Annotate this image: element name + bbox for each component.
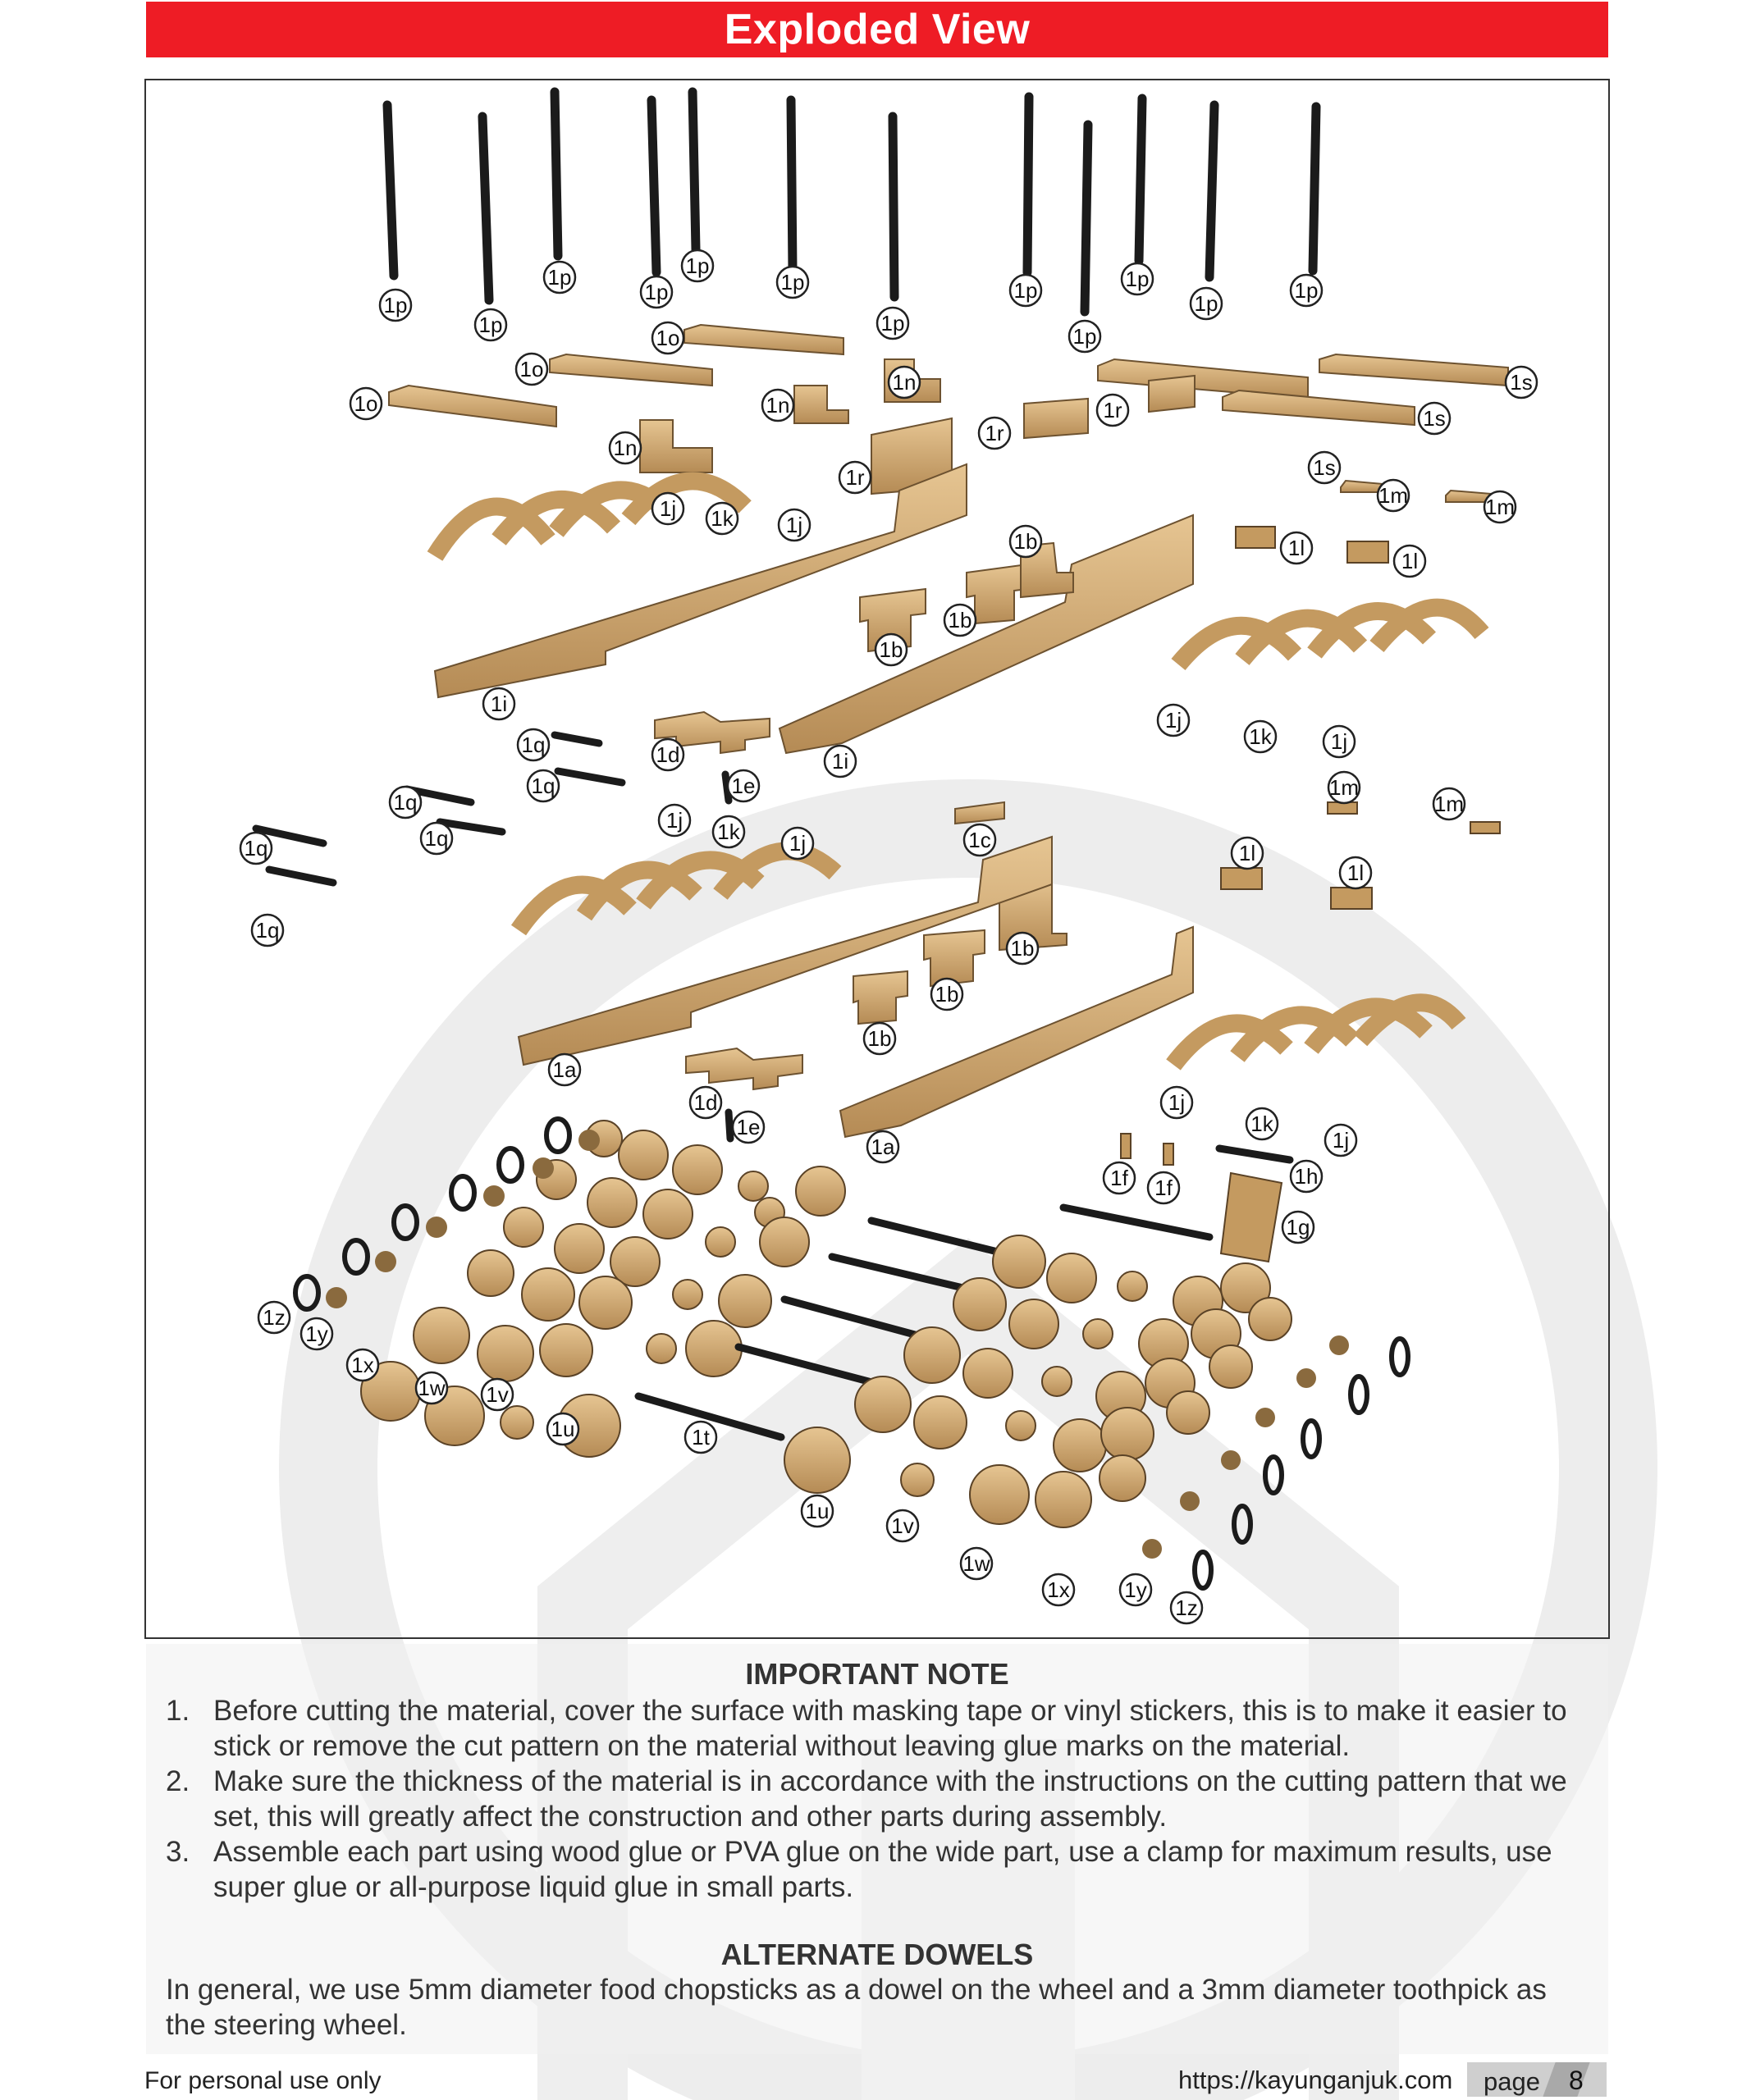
- part-label-1u-b: [802, 1495, 833, 1527]
- svg-text:1g: 1g: [1286, 1215, 1310, 1239]
- svg-text:1p: 1p: [383, 293, 408, 317]
- note-number: 1.: [166, 1695, 190, 1727]
- svg-text:1j: 1j: [1332, 1128, 1350, 1153]
- svg-text:1c: 1c: [968, 828, 991, 852]
- part-label-1l-c: [1232, 838, 1263, 869]
- important-note-list: [166, 1693, 1593, 1905]
- part-label-1i-a: [483, 688, 514, 719]
- svg-text:1l: 1l: [1287, 536, 1305, 560]
- svg-text:1k: 1k: [711, 506, 734, 531]
- part-label-1t: [685, 1422, 716, 1453]
- page-label: page: [1484, 2067, 1540, 2096]
- part-label-1d-b: [690, 1087, 721, 1118]
- clips-and-small-parts: [1121, 527, 1500, 1262]
- part-label-1e-b: [733, 1112, 764, 1143]
- svg-text:1b: 1b: [935, 982, 959, 1007]
- svg-text:1u: 1u: [551, 1417, 575, 1441]
- part-label-1a-a: [549, 1054, 580, 1085]
- svg-text:1q: 1q: [424, 826, 449, 851]
- part-label-1q-a: [518, 729, 549, 760]
- note-number: 3.: [166, 1836, 190, 1868]
- svg-text:1y: 1y: [1124, 1577, 1147, 1602]
- svg-text:1q: 1q: [531, 774, 555, 798]
- svg-text:1k: 1k: [1249, 724, 1272, 749]
- page-number: 8: [1569, 2066, 1584, 2095]
- svg-text:1o: 1o: [519, 357, 544, 381]
- svg-text:1f: 1f: [1110, 1166, 1128, 1190]
- svg-text:1p: 1p: [547, 265, 572, 290]
- alternate-dowels-text: In general, we use 5mm diameter food chopsticks as a dowel on the wheel and a 3mm diameter toothpick as the steering wheel.: [166, 1974, 1547, 2041]
- part-label-1p-i: [1069, 321, 1100, 352]
- part-label-1n-b: [762, 390, 793, 421]
- svg-text:1v: 1v: [486, 1382, 509, 1407]
- part-label-1q-c: [390, 787, 421, 818]
- svg-text:1m: 1m: [1484, 495, 1516, 519]
- footer-website-link[interactable]: https://kayunganjuk.com: [1178, 2066, 1453, 2094]
- note-number: 2.: [166, 1765, 190, 1797]
- part-label-1q-b: [528, 770, 559, 801]
- svg-text:1u: 1u: [805, 1499, 830, 1523]
- svg-text:1j: 1j: [1168, 1090, 1186, 1115]
- svg-text:1p: 1p: [1294, 278, 1319, 303]
- wheels-left: [361, 1121, 845, 1457]
- part-label-1p-f: [777, 267, 808, 298]
- part-label-1b-e: [931, 979, 962, 1010]
- svg-text:1y: 1y: [305, 1322, 328, 1346]
- part-label-1e-a: [728, 770, 759, 801]
- part-label-1r-a: [839, 462, 871, 493]
- svg-text:1d: 1d: [656, 742, 680, 767]
- svg-text:1m: 1m: [1378, 483, 1409, 508]
- part-label-1j-b: [779, 509, 810, 541]
- part-label-1j-f: [782, 828, 813, 859]
- part-label-1a-b: [867, 1131, 898, 1162]
- svg-text:1b: 1b: [1013, 529, 1038, 554]
- svg-text:1r: 1r: [985, 421, 1004, 445]
- part-label-1o-a: [350, 388, 382, 419]
- svg-text:1b: 1b: [879, 637, 903, 662]
- svg-text:1a: 1a: [871, 1134, 895, 1159]
- part-label-1m-b: [1484, 491, 1516, 523]
- part-label-1k-d: [1246, 1108, 1278, 1139]
- part-label-1i-b: [825, 746, 856, 777]
- svg-text:1o: 1o: [656, 326, 680, 350]
- svg-text:1k: 1k: [1250, 1112, 1273, 1136]
- part-label-1v-a: [482, 1379, 513, 1410]
- part-label-1z-a: [258, 1302, 290, 1333]
- svg-text:1q: 1q: [393, 790, 418, 815]
- svg-text:1j: 1j: [1330, 729, 1348, 754]
- part-label-1f-a: [1104, 1162, 1135, 1194]
- part-label-1g: [1282, 1212, 1314, 1243]
- svg-text:1d: 1d: [693, 1090, 718, 1115]
- svg-text:1e: 1e: [736, 1115, 761, 1139]
- svg-text:1s: 1s: [1510, 370, 1533, 395]
- part-label-1b-f: [864, 1023, 895, 1054]
- svg-text:1j: 1j: [1164, 708, 1182, 733]
- part-label-1p-j: [1122, 263, 1153, 294]
- svg-text:1x: 1x: [351, 1353, 374, 1377]
- part-label-1x-a: [347, 1349, 378, 1381]
- part-label-1b-b: [944, 605, 976, 636]
- part-label-1l-a: [1281, 532, 1312, 564]
- svg-text:1h: 1h: [1294, 1164, 1319, 1189]
- svg-text:1r: 1r: [1103, 398, 1122, 422]
- part-label-1q-f: [252, 915, 283, 946]
- exploded-view-diagram: [146, 80, 1608, 1637]
- svg-text:1n: 1n: [892, 370, 917, 395]
- part-label-1p-d: [641, 276, 672, 308]
- svg-text:1j: 1j: [659, 496, 677, 521]
- part-label-1w-a: [416, 1372, 447, 1404]
- svg-text:1z: 1z: [263, 1305, 286, 1330]
- svg-text:1n: 1n: [613, 436, 638, 460]
- svg-text:1p: 1p: [780, 270, 805, 294]
- part-label-1j-h: [1325, 1125, 1356, 1156]
- svg-text:1b: 1b: [948, 608, 972, 632]
- svg-text:1s: 1s: [1313, 455, 1336, 480]
- svg-text:1m: 1m: [1433, 792, 1465, 816]
- svg-text:1l: 1l: [1346, 861, 1365, 885]
- svg-text:1w: 1w: [418, 1376, 446, 1400]
- svg-text:1f: 1f: [1154, 1176, 1173, 1200]
- svg-text:1z: 1z: [1175, 1596, 1198, 1620]
- part-label-1l-d: [1340, 857, 1371, 888]
- exploded-view-figure: [144, 79, 1610, 1639]
- svg-text:1p: 1p: [644, 280, 669, 304]
- svg-text:1q: 1q: [255, 918, 280, 943]
- note-item: [166, 1834, 1593, 1905]
- svg-text:1j: 1j: [665, 808, 683, 833]
- part-label-1r-b: [979, 418, 1010, 449]
- svg-text:1a: 1a: [552, 1057, 577, 1082]
- part-label-1b-a: [1010, 526, 1041, 557]
- part-label-1p-g: [877, 308, 908, 339]
- part-label-1z-b: [1171, 1592, 1202, 1623]
- part-label-1o-b: [516, 354, 547, 385]
- long-dowels: [387, 92, 1316, 312]
- svg-text:1l: 1l: [1238, 841, 1256, 865]
- part-label-1p-k: [1191, 288, 1222, 319]
- svg-text:1p: 1p: [1072, 324, 1097, 349]
- part-label-1v-b: [887, 1510, 918, 1541]
- part-label-1y-a: [301, 1318, 332, 1349]
- part-label-1n-a: [610, 432, 641, 463]
- part-label-1o-c: [652, 322, 683, 354]
- part-label-1f-b: [1148, 1172, 1179, 1203]
- note-item: [166, 1693, 1593, 1764]
- svg-text:1l: 1l: [1401, 549, 1419, 573]
- part-label-1s-c: [1506, 367, 1537, 398]
- part-label-1x-b: [1043, 1574, 1074, 1605]
- svg-text:1n: 1n: [766, 393, 790, 418]
- part-label-1w-b: [961, 1548, 992, 1579]
- svg-text:1i: 1i: [490, 692, 508, 716]
- svg-text:1i: 1i: [831, 749, 849, 774]
- part-label-1j-a: [652, 493, 683, 524]
- part-label-1p-a: [380, 290, 411, 321]
- svg-text:1m: 1m: [1328, 775, 1360, 800]
- svg-text:1v: 1v: [891, 1513, 914, 1538]
- part-label-1m-c: [1328, 772, 1360, 803]
- part-label-1r-c: [1097, 395, 1128, 426]
- part-label-1h: [1291, 1161, 1322, 1192]
- svg-text:1k: 1k: [717, 819, 740, 844]
- part-label-1k-a: [706, 503, 738, 534]
- part-label-1y-b: [1120, 1574, 1151, 1605]
- svg-text:1b: 1b: [867, 1026, 892, 1051]
- page-title: Exploded View: [724, 6, 1031, 53]
- svg-text:1t: 1t: [692, 1425, 710, 1449]
- part-label-1s-a: [1309, 452, 1340, 483]
- part-label-1d-a: [652, 739, 683, 770]
- part-label-1c-a: [964, 824, 995, 856]
- part-label-1b-c: [876, 634, 907, 665]
- svg-text:1p: 1p: [685, 253, 710, 278]
- part-label-1q-d: [421, 823, 452, 854]
- svg-text:1o: 1o: [354, 391, 378, 416]
- important-note-title: IMPORTANT NOTE: [745, 1657, 1009, 1691]
- note-text: Make sure the thickness of the material is in accordance with the instructions on the cutting pattern that we set, this will greatly affect the construction and other parts during assembly.: [213, 1765, 1567, 1833]
- svg-text:1s: 1s: [1423, 406, 1446, 431]
- part-label-1m-a: [1378, 480, 1409, 511]
- part-label-1j-c: [1158, 705, 1189, 736]
- svg-text:1p: 1p: [1194, 291, 1218, 316]
- footer-usage-note: For personal use only: [144, 2067, 382, 2094]
- part-label-1k-c: [713, 816, 744, 847]
- svg-text:1p: 1p: [1125, 267, 1150, 291]
- svg-text:1b: 1b: [1010, 936, 1035, 961]
- alternate-dowels-title: ALTERNATE DOWELS: [720, 1938, 1034, 1971]
- part-label-1s-b: [1419, 403, 1450, 434]
- svg-text:1r: 1r: [845, 465, 865, 490]
- svg-text:1w: 1w: [962, 1551, 990, 1576]
- part-label-1u-a: [547, 1413, 578, 1445]
- part-label-1l-b: [1394, 546, 1425, 577]
- svg-text:1p: 1p: [880, 311, 905, 336]
- notes-section: [146, 1644, 1608, 2054]
- svg-text:1x: 1x: [1047, 1577, 1070, 1602]
- part-label-1m-d: [1433, 788, 1465, 819]
- part-label-1q-e: [240, 833, 272, 864]
- svg-text:1j: 1j: [785, 513, 803, 537]
- header-bar: [146, 2, 1608, 57]
- part-label-1j-d: [1324, 726, 1355, 757]
- blocks-and-plates: [655, 543, 1073, 1089]
- part-label-1k-b: [1245, 721, 1276, 752]
- part-label-1p-e: [682, 250, 713, 281]
- svg-text:1e: 1e: [731, 774, 756, 798]
- svg-text:1q: 1q: [521, 733, 546, 757]
- note-text: Assemble each part using wood glue or PVA glue on the wide part, use a clamp for maximum results, use super glue or all-purpose liquid glue in small parts.: [213, 1836, 1552, 1903]
- part-label-1p-h: [1010, 275, 1041, 306]
- lower-frame-assembly: [519, 837, 1459, 1137]
- note-item: [166, 1764, 1593, 1834]
- part-label-1p-c: [544, 262, 575, 293]
- part-label-1p-l: [1291, 275, 1322, 306]
- part-label-1b-d: [1007, 933, 1038, 964]
- part-label-1p-b: [475, 309, 506, 340]
- part-label-1j-g: [1161, 1087, 1192, 1118]
- svg-text:1p: 1p: [1013, 278, 1038, 303]
- svg-text:1p: 1p: [478, 313, 503, 337]
- part-label-1n-c: [889, 367, 920, 398]
- note-text: Before cutting the material, cover the surface with masking tape or vinyl stickers, this is to make it easier to stick or remove the cut pattern on the material without leaving glue marks on the material.: [213, 1695, 1567, 1762]
- svg-text:1q: 1q: [244, 836, 268, 861]
- svg-text:1j: 1j: [789, 831, 807, 856]
- part-label-1j-e: [659, 805, 690, 836]
